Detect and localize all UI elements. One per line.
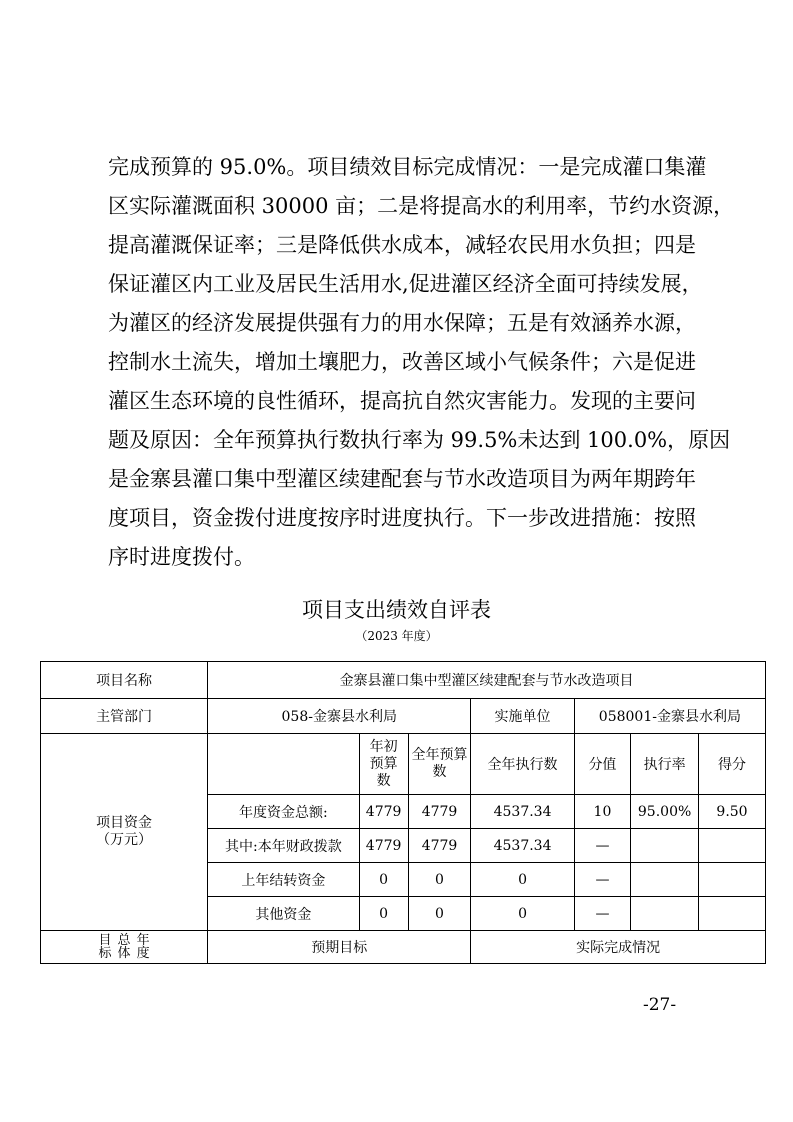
- goal-header-char: 度: [136, 946, 150, 961]
- dept-label: 主管部门: [41, 699, 208, 734]
- header-text: 数: [432, 764, 447, 780]
- funds-label-unit: （万元）: [96, 832, 153, 848]
- cell-score: 9.50: [699, 795, 766, 829]
- goal-header: [41, 931, 208, 964]
- performance-table: [40, 661, 766, 964]
- cell-initial: 0: [359, 863, 408, 897]
- cell-annual: 0: [408, 863, 471, 897]
- goal-header-char: 体: [117, 946, 131, 961]
- header-text: 数: [376, 772, 391, 789]
- header-executed: 全年执行数: [471, 734, 574, 795]
- cell-rate: 95.00%: [631, 795, 699, 829]
- paragraph-line: 完成预算的 95.0%。项目绩效目标完成情况：一是完成灌口集灌: [108, 155, 707, 179]
- header-text: 年初: [369, 738, 398, 755]
- table-row: [41, 662, 766, 699]
- paragraph-line: 度项目，资金拨付进度按序时进度执行。下一步改进措施：按照: [108, 506, 696, 530]
- impl-label: 实施单位: [471, 699, 574, 734]
- cell-score: [699, 897, 766, 931]
- row-label: 其中:本年财政拨款: [208, 829, 359, 863]
- header-text: 预算: [369, 755, 398, 772]
- header-score-value: 分值: [574, 734, 630, 795]
- cell-value: —: [574, 863, 630, 897]
- cell-executed: 4537.34: [471, 795, 574, 829]
- funds-label-line: 项目资金: [96, 815, 153, 831]
- table-row: [41, 734, 766, 795]
- cell-initial: 0: [359, 897, 408, 931]
- cell-rate: [631, 897, 699, 931]
- cell-executed: 0: [471, 897, 574, 931]
- header-rate: 执行率: [631, 734, 699, 795]
- goal-header-char: 标: [98, 946, 112, 961]
- cell-value: —: [574, 897, 630, 931]
- page-number: -27-: [643, 995, 677, 1015]
- goal-header-char: 总: [117, 933, 131, 948]
- paragraph-line: 区实际灌溉面积 30000 亩；二是将提高水的利用率，节约水资源，: [108, 194, 735, 218]
- cell-annual: 4779: [408, 795, 471, 829]
- paragraph-line: 控制水土流失，增加土壤肥力，改善区域小气候条件；六是促进: [108, 350, 696, 374]
- header-text: 全年预算: [411, 747, 468, 763]
- cell-annual: 0: [408, 897, 471, 931]
- row-label: 其他资金: [208, 897, 359, 931]
- cell-executed: 0: [471, 863, 574, 897]
- cell-score: [699, 829, 766, 863]
- header-score: 得分: [699, 734, 766, 795]
- paragraph-line: 题及原因：全年预算执行数执行率为 99.5%未达到 100.0%，原因: [108, 428, 731, 452]
- cell-executed: 4537.34: [471, 829, 574, 863]
- row-label: 年度资金总额:: [208, 795, 359, 829]
- table-year: （2023 年度）: [355, 629, 438, 643]
- dept-value: 058-金寨县水利局: [208, 699, 471, 734]
- impl-value: 058001-金寨县水利局: [574, 699, 765, 734]
- cell-value: —: [574, 829, 630, 863]
- paragraph-line: 序时进度拨付。: [108, 545, 255, 569]
- row-label: 上年结转资金: [208, 863, 359, 897]
- actual-completion-header: 实际完成情况: [471, 931, 766, 964]
- paragraph-line: 是金寨县灌口集中型灌区续建配套与节水改造项目为两年期跨年: [108, 467, 696, 491]
- table-row: [41, 931, 766, 964]
- goal-header-char: 目: [98, 933, 112, 948]
- header-initial-budget: [359, 734, 408, 795]
- body-paragraph: [108, 148, 735, 577]
- paragraph-line: 保证灌区内工业及居民生活用水,促进灌区经济全面可持续发展，: [108, 272, 703, 296]
- project-name-label: 项目名称: [41, 662, 208, 699]
- cell-rate: [631, 829, 699, 863]
- cell-score: [699, 863, 766, 897]
- cell-initial: 4779: [359, 795, 408, 829]
- cell-initial: 4779: [359, 829, 408, 863]
- paragraph-line: 灌区生态环境的良性循环，提高抗自然灾害能力。发现的主要问: [108, 389, 696, 413]
- header-annual-budget: [408, 734, 471, 795]
- table-title: 项目支出绩效自评表: [302, 598, 491, 622]
- paragraph-line: 为灌区的经济发展提供强有力的用水保障；五是有效涵养水源，: [108, 311, 696, 335]
- cell-rate: [631, 863, 699, 897]
- paragraph-line: 提高灌溉保证率；三是降低供水成本，减轻农民用水负担；四是: [108, 233, 696, 257]
- cell-value: 10: [574, 795, 630, 829]
- empty-header-cell: [208, 734, 359, 795]
- table-row: [41, 699, 766, 734]
- funds-label: [41, 734, 208, 931]
- expected-goal-header: 预期目标: [208, 931, 471, 964]
- cell-annual: 4779: [408, 829, 471, 863]
- project-name-value: 金寨县灌口集中型灌区续建配套与节水改造项目: [208, 662, 766, 699]
- goal-header-char: 年: [136, 933, 150, 948]
